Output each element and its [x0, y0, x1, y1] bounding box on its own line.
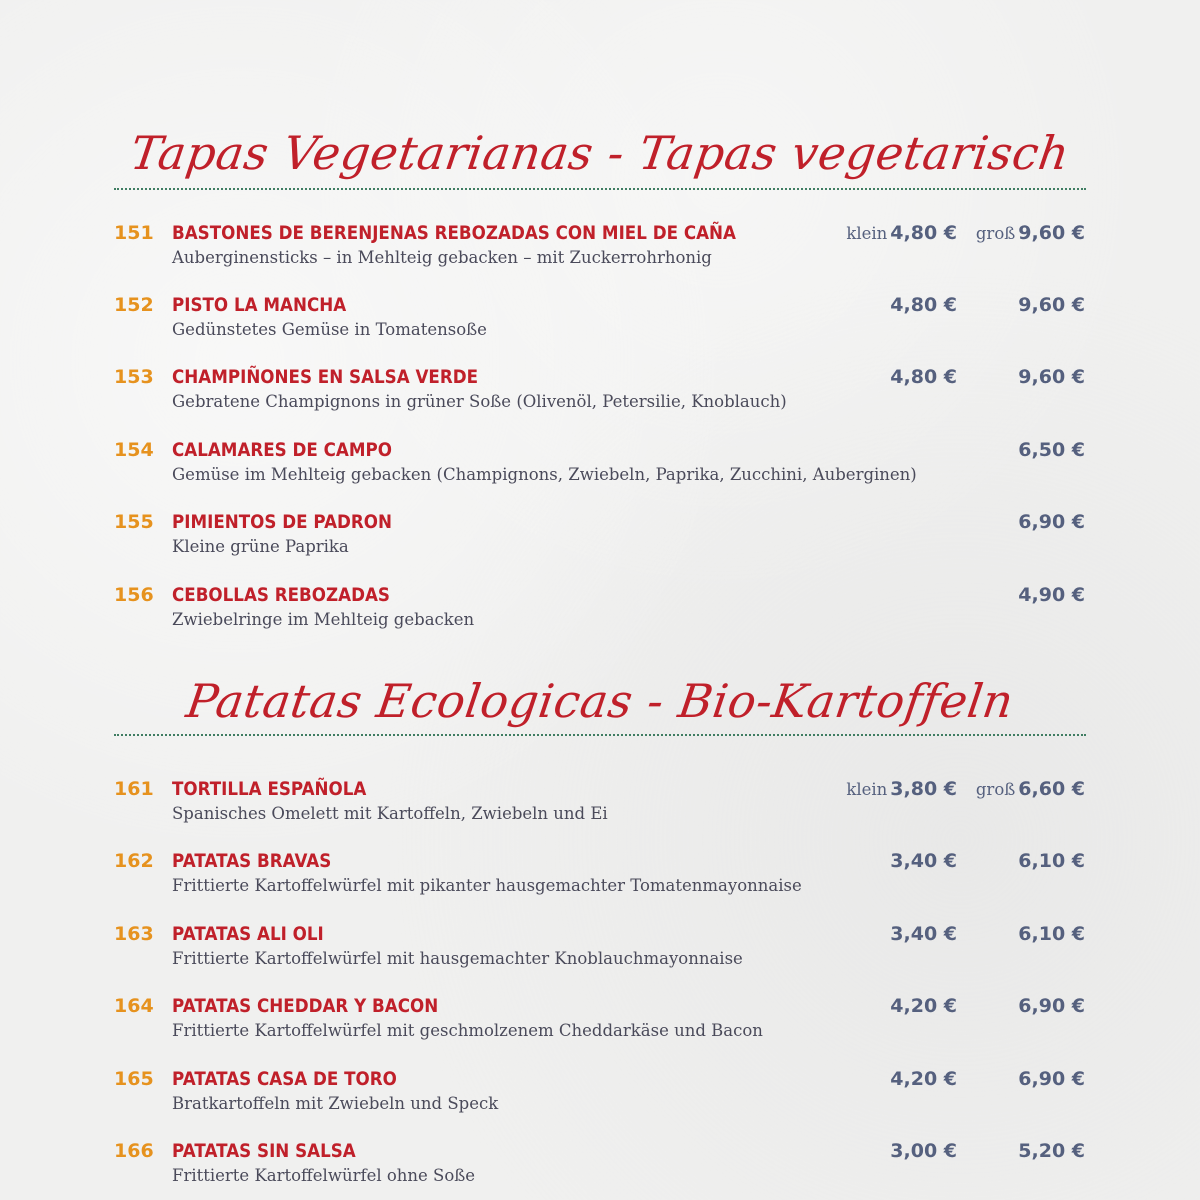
- price-small: 4,80 €: [890, 294, 957, 316]
- menu-item: [0, 222, 1200, 282]
- item-number: 151: [114, 222, 154, 244]
- item-name: PATATAS SIN SALSA: [172, 1140, 356, 1162]
- price-large: 4,90 €: [1018, 584, 1085, 606]
- price-small: 4,20 €: [890, 1068, 957, 1090]
- item-number: 155: [114, 511, 154, 533]
- item-name: PATATAS ALI OLI: [172, 923, 324, 945]
- item-name: CALAMARES DE CAMPO: [172, 439, 392, 461]
- item-name: CHAMPIÑONES EN SALSA VERDE: [172, 366, 479, 388]
- price-small: [846, 222, 957, 244]
- item-number: 162: [114, 850, 154, 872]
- price-small: 3,40 €: [890, 923, 957, 945]
- section-divider: [114, 734, 1086, 736]
- price-small: 3,00 €: [890, 1140, 957, 1162]
- menu-item: [0, 850, 1200, 910]
- menu-item: [0, 511, 1200, 571]
- item-number: 153: [114, 366, 154, 388]
- price-small: 4,80 €: [890, 366, 957, 388]
- price-large: [976, 222, 1085, 244]
- item-description: Frittierte Kartoffelwürfel mit hausgemachter Knoblauchmayonnaise: [172, 949, 743, 968]
- item-number: 166: [114, 1140, 154, 1162]
- item-description: Frittierte Kartoffelwürfel mit geschmolzenem Cheddarkäse und Bacon: [172, 1021, 763, 1040]
- item-name: PATATAS CHEDDAR Y BACON: [172, 995, 439, 1017]
- menu-item: [0, 584, 1200, 644]
- item-number: 165: [114, 1068, 154, 1090]
- item-description: Zwiebelringe im Mehlteig gebacken: [172, 610, 475, 629]
- menu-item: [0, 1068, 1200, 1128]
- item-number: 163: [114, 923, 154, 945]
- price-small: 3,40 €: [890, 850, 957, 872]
- price-large: 6,50 €: [1018, 439, 1085, 461]
- price-small-value: 4,80 €: [890, 222, 957, 244]
- item-name: CEBOLLAS REBOZADAS: [172, 584, 390, 606]
- section-title-tapas-vegetarianas: Tapas Vegetarianas - Tapas vegetarisch: [127, 126, 1073, 180]
- size-label-large: groß: [975, 224, 1016, 243]
- size-label-small: klein: [846, 224, 888, 243]
- price-small-value: 3,80 €: [890, 778, 957, 800]
- menu-item: [0, 366, 1200, 426]
- menu-item: [0, 439, 1200, 499]
- price-large: 6,90 €: [1018, 1068, 1085, 1090]
- price-large: 6,10 €: [1018, 923, 1085, 945]
- size-label-large: groß: [975, 780, 1016, 799]
- section-divider: [114, 188, 1086, 190]
- price-large: 6,90 €: [1018, 995, 1085, 1017]
- item-description: Frittierte Kartoffelwürfel ohne Soße: [172, 1166, 476, 1185]
- section-title-patatas-ecologicas: Patatas Ecologicas - Bio-Kartoffeln: [183, 674, 1017, 728]
- item-number: 156: [114, 584, 154, 606]
- menu-item: [0, 294, 1200, 354]
- menu-item: [0, 923, 1200, 983]
- item-number: 154: [114, 439, 154, 461]
- menu-item: [0, 995, 1200, 1055]
- price-large-value: 6,60 €: [1018, 778, 1085, 800]
- item-name: TORTILLA ESPAÑOLA: [172, 778, 367, 800]
- item-name: PATATAS BRAVAS: [172, 850, 332, 872]
- item-name: PIMIENTOS DE PADRON: [172, 511, 392, 533]
- menu-item: [0, 1140, 1200, 1200]
- item-number: 152: [114, 294, 154, 316]
- price-large-value: 9,60 €: [1018, 222, 1085, 244]
- price-small: [846, 778, 957, 800]
- item-description: Spanisches Omelett mit Kartoffeln, Zwiebeln und Ei: [172, 804, 608, 823]
- price-small: 4,20 €: [890, 995, 957, 1017]
- item-name: BASTONES DE BERENJENAS REBOZADAS CON MIEL DE CAÑA: [172, 222, 736, 244]
- item-description: Gedünstetes Gemüse in Tomatensoße: [172, 320, 487, 339]
- price-large: 6,10 €: [1018, 850, 1085, 872]
- item-description: Gemüse im Mehlteig gebacken (Champignons, Zwiebeln, Paprika, Zucchini, Auberginen): [172, 465, 917, 484]
- price-large: [976, 778, 1085, 800]
- menu-item: [0, 778, 1200, 838]
- item-number: 161: [114, 778, 154, 800]
- item-description: Frittierte Kartoffelwürfel mit pikanter hausgemachter Tomatenmayonnaise: [172, 876, 802, 895]
- item-number: 164: [114, 995, 154, 1017]
- item-description: Bratkartoffeln mit Zwiebeln und Speck: [172, 1094, 499, 1113]
- price-large: 5,20 €: [1018, 1140, 1085, 1162]
- item-name: PISTO LA MANCHA: [172, 294, 347, 316]
- price-large: 9,60 €: [1018, 294, 1085, 316]
- price-large: 6,90 €: [1018, 511, 1085, 533]
- item-description: Gebratene Champignons in grüner Soße (Olivenöl, Petersilie, Knoblauch): [172, 392, 787, 411]
- item-name: PATATAS CASA DE TORO: [172, 1068, 397, 1090]
- price-large: 9,60 €: [1018, 366, 1085, 388]
- size-label-small: klein: [846, 780, 888, 799]
- item-description: Auberginensticks – in Mehlteig gebacken – mit Zuckerrohrhonig: [172, 248, 712, 267]
- item-description: Kleine grüne Paprika: [172, 537, 349, 556]
